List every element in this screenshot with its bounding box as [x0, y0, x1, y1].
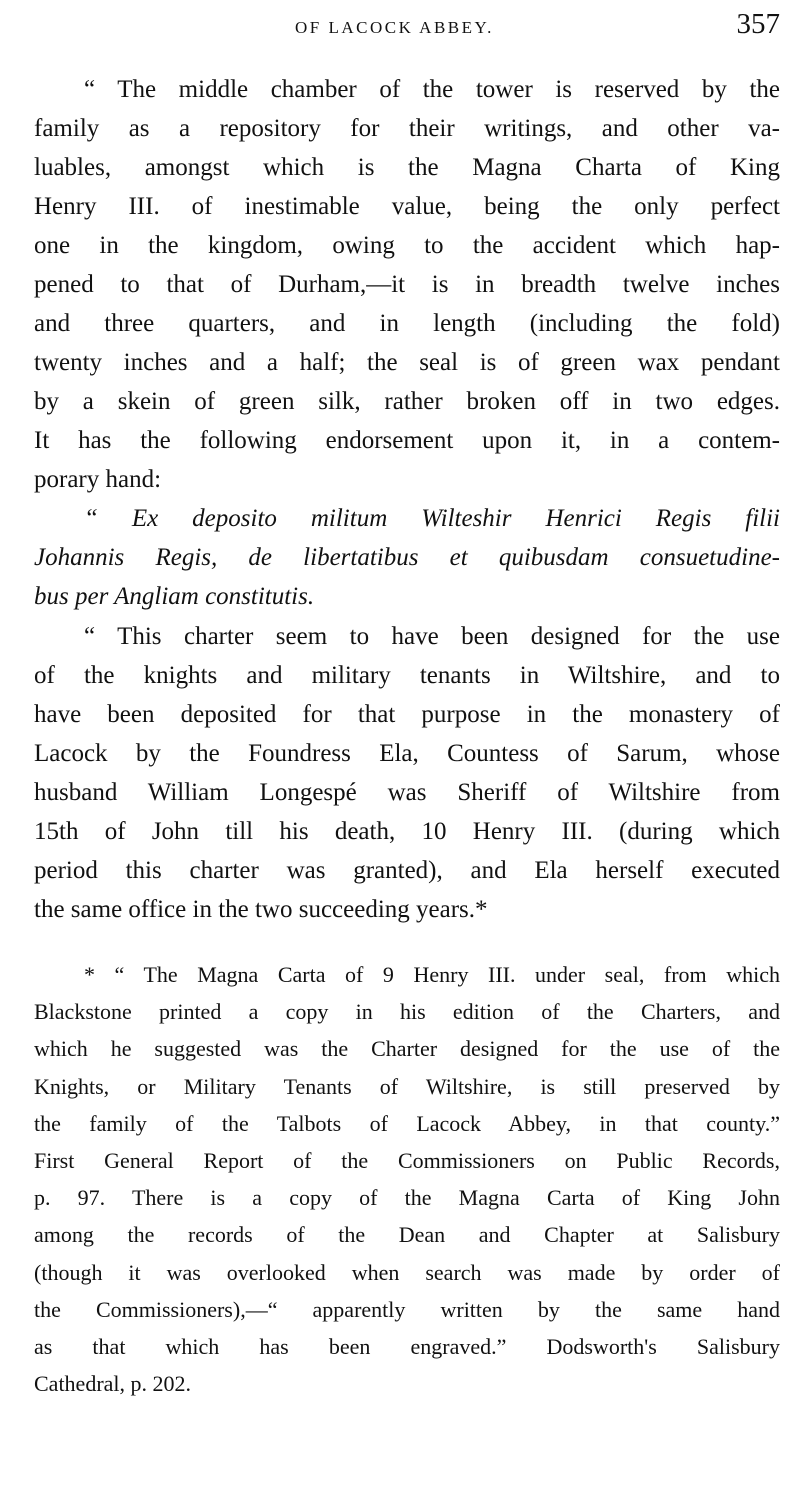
paragraph2-line: “ This charter seem to have been designed for the use [84, 623, 780, 650]
footnote [34, 956, 780, 1402]
paragraph2-line: the same office in the two succeeding years.* [34, 896, 488, 923]
footnote-line: among the records of the Dean and Chapter at Salisbury [34, 1222, 780, 1248]
footnote-line: the Commissioners),—“ apparently written by the same hand [34, 1296, 780, 1322]
endorsement-line: “ Ex deposito militum Wilteshir Henrici Regis filii [84, 505, 780, 532]
paragraph2-line: husband William Longespé was Sheriff of Wiltshire from [34, 779, 780, 806]
footnote-line: the family of the Talbots of Lacock Abbey, in that county.” [34, 1110, 780, 1136]
paragraph1-line: family as a repository for their writings, and other va- [34, 115, 780, 142]
footnote-line: Knights, or Military Tenants of Wiltshire, is still preserved by [34, 1073, 780, 1099]
endorsement-line: Johannis Regis, de libertatibus et quibusdam consuetudine- [34, 544, 780, 571]
paragraph1-line: twenty inches and a half; the seal is of green wax pendant [34, 349, 780, 376]
footnote-line: as that which has been engraved.” Dodsworth's Salisbury [34, 1333, 780, 1359]
paragraph1-line: by a skein of green silk, rather broken off in two edges. [34, 388, 780, 415]
paragraph1-line: “ The middle chamber of the tower is reserved by the [84, 76, 780, 103]
endorsement-quote [34, 499, 780, 616]
footnote-line: Cathedral, p. 202. [34, 1371, 192, 1397]
paragraph1-line: pened to that of Durham,—it is in breadth twelve inches [34, 271, 780, 298]
running-title: OF LACOCK ABBEY. [295, 18, 494, 37]
endorsement-line: bus per Angliam constitutis. [34, 583, 315, 610]
paragraph1-line: It has the following endorsement upon it, in a contem- [34, 427, 780, 454]
paragraph1-line: porary hand: [34, 466, 162, 493]
footnote-line: (though it was overlooked when search was made by order of [34, 1259, 780, 1285]
paragraph2-line: of the knights and military tenants in Wiltshire, and to [34, 662, 780, 689]
paragraph1-line: luables, amongst which is the Magna Charta of King [34, 154, 780, 181]
paragraph2-line: 15th of John till his death, 10 Henry III. (during which [34, 818, 780, 845]
page-number: 357 [736, 8, 780, 40]
footnote-line: which he suggested was the Charter designed for the use of the [34, 1036, 780, 1062]
paragraph1-line: one in the kingdom, owing to the accident which hap- [34, 232, 780, 259]
running-header [0, 6, 800, 46]
paragraph1-line: Henry III. of inestimable value, being the only perfect [34, 193, 780, 220]
paragraph1-line: and three quarters, and in length (including the fold) [34, 310, 780, 337]
paragraph2-line: Lacock by the Foundress Ela, Countess of Sarum, whose [34, 740, 780, 767]
paragraph2-line: period this charter was granted), and Ela herself executed [34, 857, 780, 884]
footnote-line: p. 97. There is a copy of the Magna Carta of King John [34, 1185, 780, 1211]
footnote-line: Blackstone printed a copy in his edition of the Charters, and [34, 999, 780, 1025]
footnote-line: First General Report of the Commissioners on Public Records, [34, 1147, 780, 1173]
paragraph-magna-charta [34, 70, 780, 499]
footnote-line: * “ The Magna Carta of 9 Henry III. under seal, from which [84, 962, 780, 987]
paragraph-charter-purpose [34, 617, 780, 929]
paragraph2-line: have been deposited for that purpose in the monastery of [34, 701, 780, 728]
